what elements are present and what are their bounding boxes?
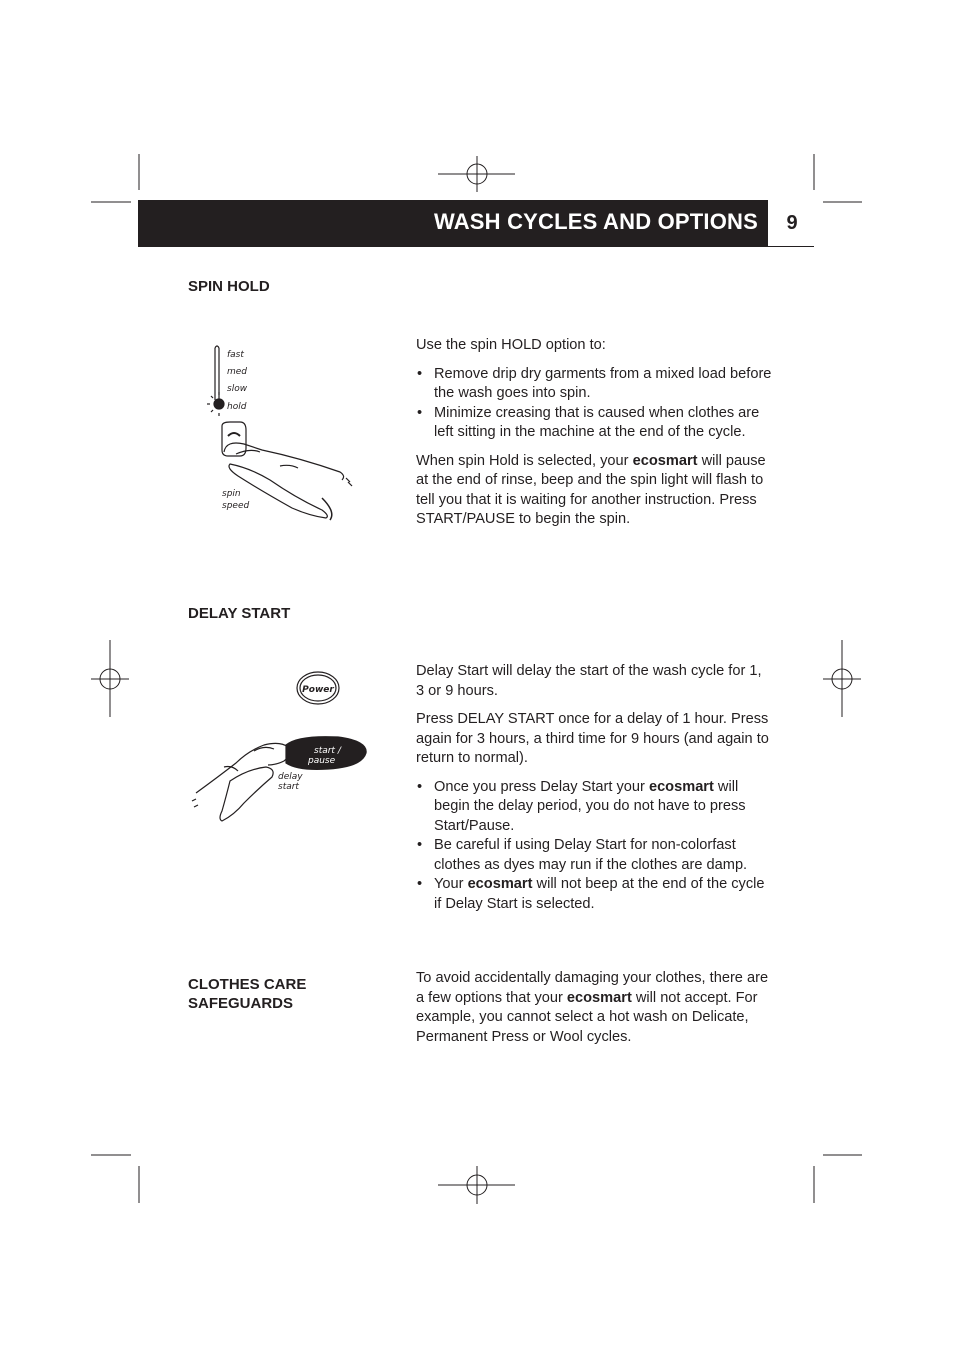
list-item: • Remove drip dry garments from a mixed load before the wash goes into spin. xyxy=(416,365,772,404)
spin-button-label-line2: speed xyxy=(222,501,250,511)
text-run: Once you press Delay Start your xyxy=(434,778,645,795)
delay-start-heading: DELAY START xyxy=(188,605,291,622)
start-pause-label-line2: pause xyxy=(308,756,336,766)
clothes-care-paragraph xyxy=(416,969,772,1047)
spin-hold-heading: SPIN HOLD xyxy=(188,278,270,295)
delay-start-paragraph-1: Delay Start will delay the start of the wash cycle for 1, 3 or 9 hours. xyxy=(416,663,762,699)
delay-start-label-line2: start xyxy=(278,782,299,792)
list-item xyxy=(416,875,772,914)
delay-start-paragraph-2: Press DELAY START once for a delay of 1 hour. Press again for 3 hours, a third time for 9 hours (and again to return to normal). xyxy=(416,711,769,766)
clothes-care-text xyxy=(416,969,772,1056)
registration-mark-top xyxy=(438,156,515,192)
registration-mark-right xyxy=(823,640,861,717)
spin-label-hold: hold xyxy=(227,402,247,412)
page-number-rule xyxy=(768,246,814,247)
spin-label-med: med xyxy=(227,367,248,377)
text-run: Be careful if using Delay Start for non-colorfast clothes as dyes may run if the clothes are damp. xyxy=(434,837,748,873)
spin-label-fast: fast xyxy=(227,350,244,360)
registration-mark-bottom xyxy=(438,1166,515,1204)
heading-line: SAFEGUARDS xyxy=(188,995,294,1012)
delay-start-bullets xyxy=(416,778,772,915)
clothes-care-heading xyxy=(188,975,306,1013)
text-run: will not accept. For example, you cannot select a hot wash on Delicate, Permanent Press or Wool cycles. xyxy=(416,989,758,1045)
spin-hold-intro: Use the spin HOLD option to: xyxy=(416,337,606,353)
text-run: Your xyxy=(434,876,464,892)
text-run: will pause at the end of rinse, beep and the spin light will flash to tell you that it is waiting for another instruction. Press START/PAUSE to begin the spin. xyxy=(416,452,766,527)
start-pause-label-line1: start / xyxy=(314,746,341,756)
spin-label-slow: slow xyxy=(227,384,248,394)
text-run: When spin Hold is selected, your xyxy=(416,452,629,469)
spin-hold-bullets xyxy=(416,365,772,443)
list-item xyxy=(416,836,772,875)
page-number: 9 xyxy=(786,212,798,234)
text-run: To avoid accidentally damaging your clothes, there are a few options that your xyxy=(416,970,769,1006)
delay-start-label-line1: delay xyxy=(278,772,303,782)
heading-line: CLOTHES CARE xyxy=(188,976,307,993)
list-item xyxy=(416,778,772,837)
spin-hold-text xyxy=(416,336,772,539)
text-run: will not beep at the end of the cycle if Delay Start is selected. xyxy=(434,876,765,912)
section-title: WASH CYCLES AND OPTIONS xyxy=(433,209,758,234)
delay-start-text xyxy=(416,662,772,923)
spin-button-label-line1: spin xyxy=(222,489,241,499)
brand-name: ecosmart xyxy=(648,778,714,795)
section-header-bar xyxy=(138,200,768,247)
power-button-label: Power xyxy=(302,685,334,695)
delay-start-illustration xyxy=(188,665,372,825)
spin-speed-illustration xyxy=(200,340,370,525)
text-run: will begin the delay period, you do not have to press Start/Pause. xyxy=(434,778,746,834)
brand-name: ecosmart xyxy=(467,876,533,892)
list-item: • Minimize creasing that is caused when clothes are left sitting in the machine at the end of the cycle. xyxy=(416,404,772,443)
brand-name: ecosmart xyxy=(632,452,698,469)
brand-name: ecosmart xyxy=(566,989,632,1006)
registration-mark-left xyxy=(91,640,129,717)
spin-hold-paragraph xyxy=(416,452,772,530)
